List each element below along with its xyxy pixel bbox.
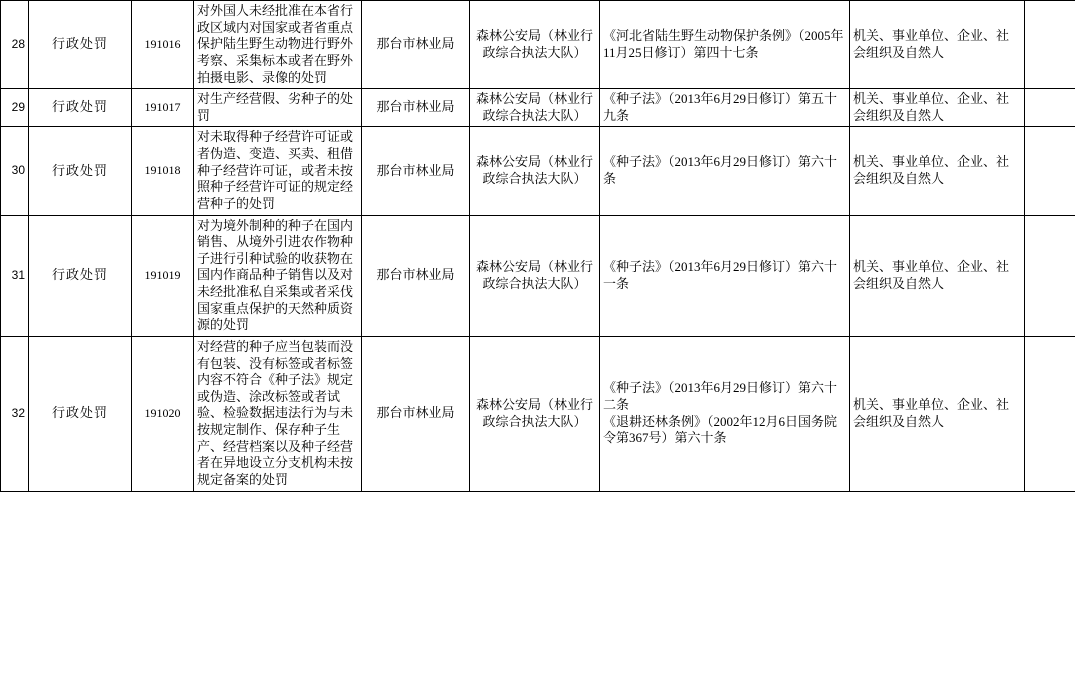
row-header[interactable]: 31 bbox=[1, 215, 29, 336]
cell-code[interactable]: 191017 bbox=[132, 89, 194, 127]
cell-legal-basis[interactable]: 《种子法》（2013年6月29日修订）第五十九条 bbox=[600, 89, 850, 127]
cell-penalty-type[interactable]: 行政处罚 bbox=[29, 89, 132, 127]
cell-code[interactable]: 191019 bbox=[132, 215, 194, 336]
cell-department[interactable]: 那台市林业局 bbox=[362, 336, 470, 491]
cell-penalty-type[interactable]: 行政处罚 bbox=[29, 336, 132, 491]
cell-legal-basis[interactable]: 《种子法》（2013年6月29日修订）第六十一条 bbox=[600, 215, 850, 336]
table-row[interactable] bbox=[1, 336, 1075, 491]
cell-penalty-type[interactable]: 行政处罚 bbox=[29, 215, 132, 336]
cell-department[interactable]: 那台市林业局 bbox=[362, 215, 470, 336]
cell-penalty-object[interactable]: 机关、事业单位、企业、社会组织及自然人 bbox=[850, 89, 1025, 127]
row-header[interactable]: 28 bbox=[1, 1, 29, 89]
cell-enforcement-org[interactable]: 森林公安局（林业行政综合执法大队） bbox=[470, 89, 600, 127]
cell-enforcement-org[interactable]: 森林公安局（林业行政综合执法大队） bbox=[470, 215, 600, 336]
row-header[interactable]: 29 bbox=[1, 89, 29, 127]
table-row[interactable] bbox=[1, 215, 1075, 336]
table-row[interactable] bbox=[1, 1, 1075, 89]
cell-penalty-item[interactable]: 对外国人未经批准在本省行政区域内对国家或者省重点保护陆生野生动物进行野外考察、采集标本或者在野外拍摄电影、录像的处罚 bbox=[194, 1, 362, 89]
cell-penalty-item[interactable]: 对为境外制种的种子在国内销售、从境外引进农作物种子进行引种试验的收获物在国内作商品种子销售以及对未经批准私自采集或者采伐国家重点保护的天然种质资源的处罚 bbox=[194, 215, 362, 336]
cell-penalty-object[interactable]: 机关、事业单位、企业、社会组织及自然人 bbox=[850, 127, 1025, 215]
cell-penalty-item[interactable]: 对未取得种子经营许可证或者伪造、变造、买卖、租借种子经营许可证，或者未按照种子经营许可证的规定经营种子的处罚 bbox=[194, 127, 362, 215]
table-row[interactable] bbox=[1, 127, 1075, 215]
cell-department[interactable]: 那台市林业局 bbox=[362, 89, 470, 127]
cell-legal-basis[interactable]: 《河北省陆生野生动物保护条例》（2005年11月25日修订）第四十七条 bbox=[600, 1, 850, 89]
cell-code[interactable]: 191020 bbox=[132, 336, 194, 491]
cell-penalty-type[interactable]: 行政处罚 bbox=[29, 127, 132, 215]
cell-enforcement-org[interactable]: 森林公安局（林业行政综合执法大队） bbox=[470, 1, 600, 89]
cell-department[interactable]: 那台市林业局 bbox=[362, 127, 470, 215]
cell-enforcement-org[interactable]: 森林公安局（林业行政综合执法大队） bbox=[470, 336, 600, 491]
cell-penalty-object[interactable]: 机关、事业单位、企业、社会组织及自然人 bbox=[850, 215, 1025, 336]
table-row[interactable] bbox=[1, 89, 1075, 127]
cell-code[interactable]: 191016 bbox=[132, 1, 194, 89]
cell-note[interactable] bbox=[1025, 1, 1075, 89]
cell-note[interactable] bbox=[1025, 336, 1075, 491]
cell-enforcement-org[interactable]: 森林公安局（林业行政综合执法大队） bbox=[470, 127, 600, 215]
cell-code[interactable]: 191018 bbox=[132, 127, 194, 215]
cell-note[interactable] bbox=[1025, 89, 1075, 127]
cell-penalty-object[interactable]: 机关、事业单位、企业、社会组织及自然人 bbox=[850, 336, 1025, 491]
cell-legal-basis[interactable]: 《种子法》（2013年6月29日修订）第六十条 bbox=[600, 127, 850, 215]
cell-note[interactable] bbox=[1025, 215, 1075, 336]
cell-penalty-type[interactable]: 行政处罚 bbox=[29, 1, 132, 89]
row-header[interactable]: 32 bbox=[1, 336, 29, 491]
cell-penalty-item[interactable]: 对经营的种子应当包装而没有包装、没有标签或者标签内容不符合《种子法》规定或伪造、涂改标签或者试验、检验数据违法行为与未按规定制作、保存种子生产、经营档案以及种子经营者在异地设立分支机构未按规定备案的处罚 bbox=[194, 336, 362, 491]
cell-note[interactable] bbox=[1025, 127, 1075, 215]
cell-legal-basis[interactable]: 《种子法》（2013年6月29日修订）第六十二条 《退耕还林条例》（2002年12月6日国务院令第367号）第六十条 bbox=[600, 336, 850, 491]
row-header[interactable]: 30 bbox=[1, 127, 29, 215]
cell-department[interactable]: 那台市林业局 bbox=[362, 1, 470, 89]
cell-penalty-item[interactable]: 对生产经营假、劣种子的处罚 bbox=[194, 89, 362, 127]
cell-penalty-object[interactable]: 机关、事业单位、企业、社会组织及自然人 bbox=[850, 1, 1025, 89]
